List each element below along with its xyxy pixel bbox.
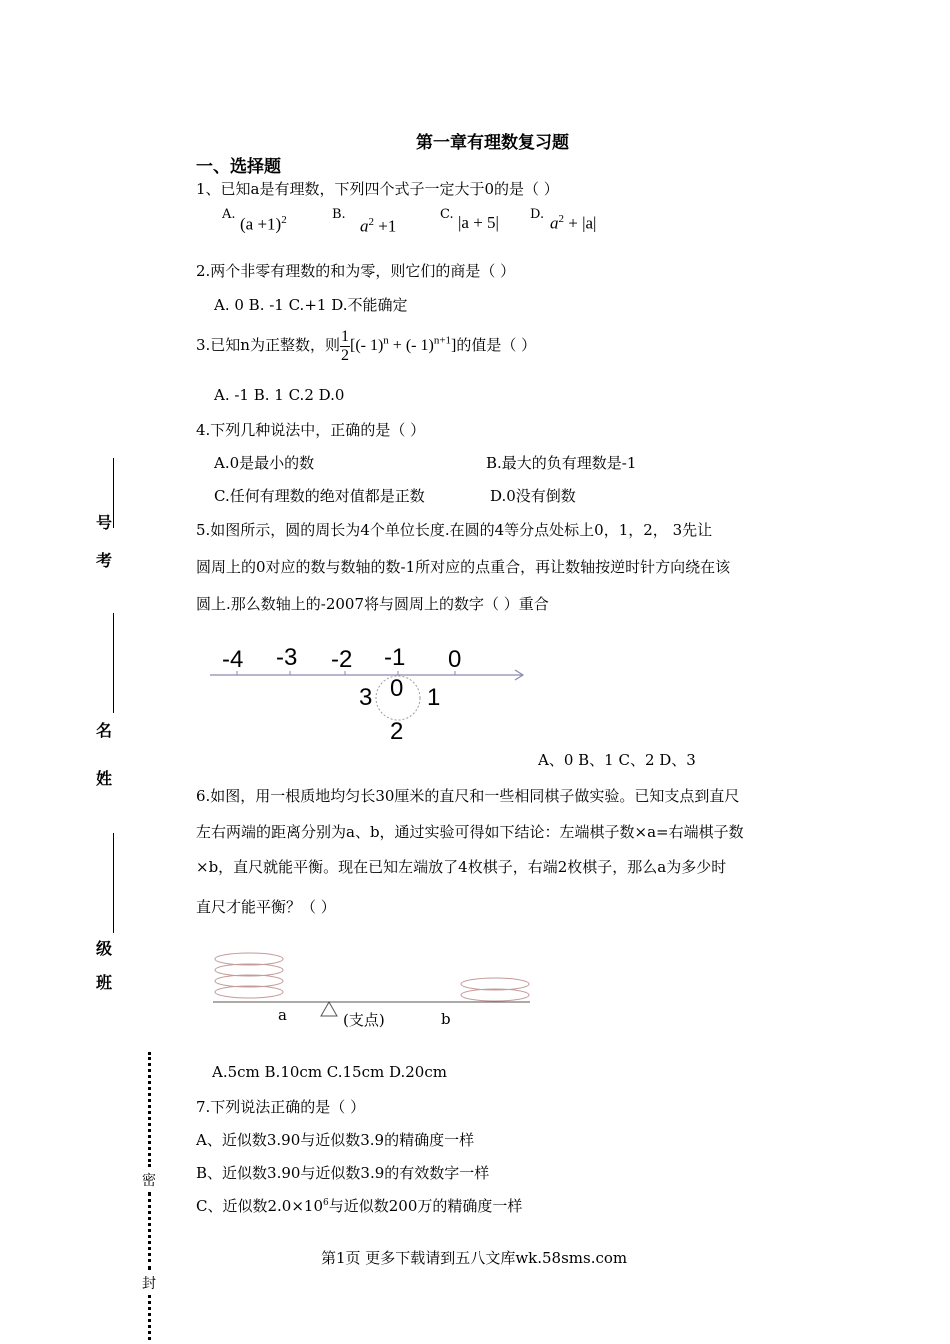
q1-option-a: $(a +1)^2$ — [240, 214, 287, 234]
exam-number-line — [113, 458, 114, 528]
q1-option-d: $a^2 + |a|$ — [550, 213, 597, 233]
page-footer: 第1页 更多下载请到五八文库wk.58sms.com — [321, 1249, 628, 1267]
seal-label-feng: 封 — [142, 1276, 156, 1292]
ruler-label-b: b — [441, 1010, 451, 1028]
name-line — [113, 613, 114, 713]
q1-label-a: A. — [222, 207, 236, 222]
class-line — [113, 833, 114, 933]
seal-dotted-line-middle — [148, 1192, 151, 1270]
q4-option-c: C.任何有理数的绝对值都是正数 — [214, 487, 425, 505]
question-6-line-3: ×b，直尺就能平衡。现在已知左端放了4枚棋子，右端2枚棋子，那么a为多少时 — [196, 858, 727, 876]
question-3-options: A. -1 B. 1 C.2 D.0 — [214, 386, 345, 404]
margin-label-ji: 级 — [96, 939, 113, 958]
circle-label-top: 0 — [390, 675, 404, 702]
question-4-stem: 4.下列几种说法中，正确的是（ ） — [196, 421, 426, 439]
q1-option-b: $a^2 +1$ — [360, 216, 397, 236]
fulcrum-triangle — [321, 1002, 337, 1016]
axis-label-minus-4: -4 — [222, 646, 244, 673]
margin-label-hao: 号 — [96, 513, 113, 532]
ruler-label-fulcrum: (支点) — [343, 1011, 385, 1029]
right-chess-pieces — [461, 978, 529, 1001]
question-5-line-3: 圆上.那么数轴上的-2007将与圆周上的数字（ ）重合 — [196, 595, 549, 613]
question-3-stem: 3.已知n为正整数，则 $\frac{1}{2}$ [(- 1)$^n$ + (- 1)$^{n+1}$]的值是（ ） — [196, 328, 537, 364]
circle-label-bottom: 2 — [390, 718, 404, 745]
seal-dotted-line-top — [148, 1052, 151, 1167]
fraction-one-half: $\frac{1}{2}$ — [340, 328, 349, 364]
question-5-line-2: 圆周上的0对应的数与数轴的数-1所对应的点重合，再让数轴按逆时针方向绕在该 — [196, 558, 731, 576]
question-5-options: A、0 B、1 C、2 D、3 — [538, 751, 696, 769]
question-1-stem: 1、已知a是有理数，下列四个式子一定大于0的是（ ） — [196, 180, 559, 198]
margin-label-ming: 名 — [96, 721, 113, 740]
question-6-line-4: 直尺才能平衡？（ ） — [196, 898, 336, 916]
question-6-line-1: 6.如图，用一根质地均匀长30厘米的直尺和一些相同棋子做实验。已知支点到直尺 — [196, 787, 740, 805]
q4-option-b: B.最大的负有理数是-1 — [486, 454, 637, 472]
axis-label-0: 0 — [448, 646, 462, 673]
ruler-label-a: a — [278, 1006, 287, 1024]
question-5-line-1: 5.如图所示，圆的周长为4个单位长度.在圆的4等分点处标上0，1，2， 3先让 — [196, 521, 713, 539]
question-2-options: A. 0 B. -1 C.+1 D.不能确定 — [214, 296, 408, 314]
q1-label-b: B. — [332, 207, 346, 222]
q7-option-c: C、近似数$2.0\times 10^6$与近似数200万的精确度一样 — [196, 1197, 523, 1215]
q4-option-d: D.0没有倒数 — [490, 487, 576, 505]
circle-label-right: 1 — [427, 684, 441, 711]
question-6-options: A.5cm B.10cm C.15cm D.20cm — [212, 1063, 447, 1081]
page-title: 第一章有理数复习题 — [416, 133, 569, 153]
left-chess-pieces — [215, 953, 283, 998]
q7-option-b: B、近似数3.90与近似数3.9的有效数字一样 — [196, 1164, 490, 1182]
q1-option-c: |a + 5| — [458, 213, 499, 232]
section-heading: 一、选择题 — [196, 157, 281, 177]
q1-label-c: C. — [440, 207, 454, 222]
question-6-line-2: 左右两端的距离分别为a、b，通过实验可得如下结论：左端棋子数×a=右端棋子数 — [196, 823, 744, 841]
axis-label-minus-1: -1 — [384, 644, 406, 671]
circle-label-left: 3 — [359, 684, 373, 711]
q7-option-a: A、近似数3.90与近似数3.9的精确度一样 — [196, 1131, 475, 1149]
axis-label-minus-2: -2 — [331, 646, 353, 673]
seal-dotted-line-bottom — [148, 1295, 151, 1340]
margin-label-xing: 姓 — [96, 769, 113, 788]
margin-label-kao: 考 — [96, 551, 113, 570]
question-2-stem: 2.两个非零有理数的和为零，则它们的商是（ ） — [196, 262, 516, 280]
q4-option-a: A.0是最小的数 — [214, 454, 315, 472]
seal-label-mi: 密 — [142, 1173, 156, 1189]
margin-label-ban: 班 — [96, 973, 113, 992]
question-7-stem: 7.下列说法正确的是（ ） — [196, 1098, 366, 1116]
axis-label-minus-3: -3 — [276, 644, 298, 671]
q1-label-d: D. — [530, 207, 545, 222]
